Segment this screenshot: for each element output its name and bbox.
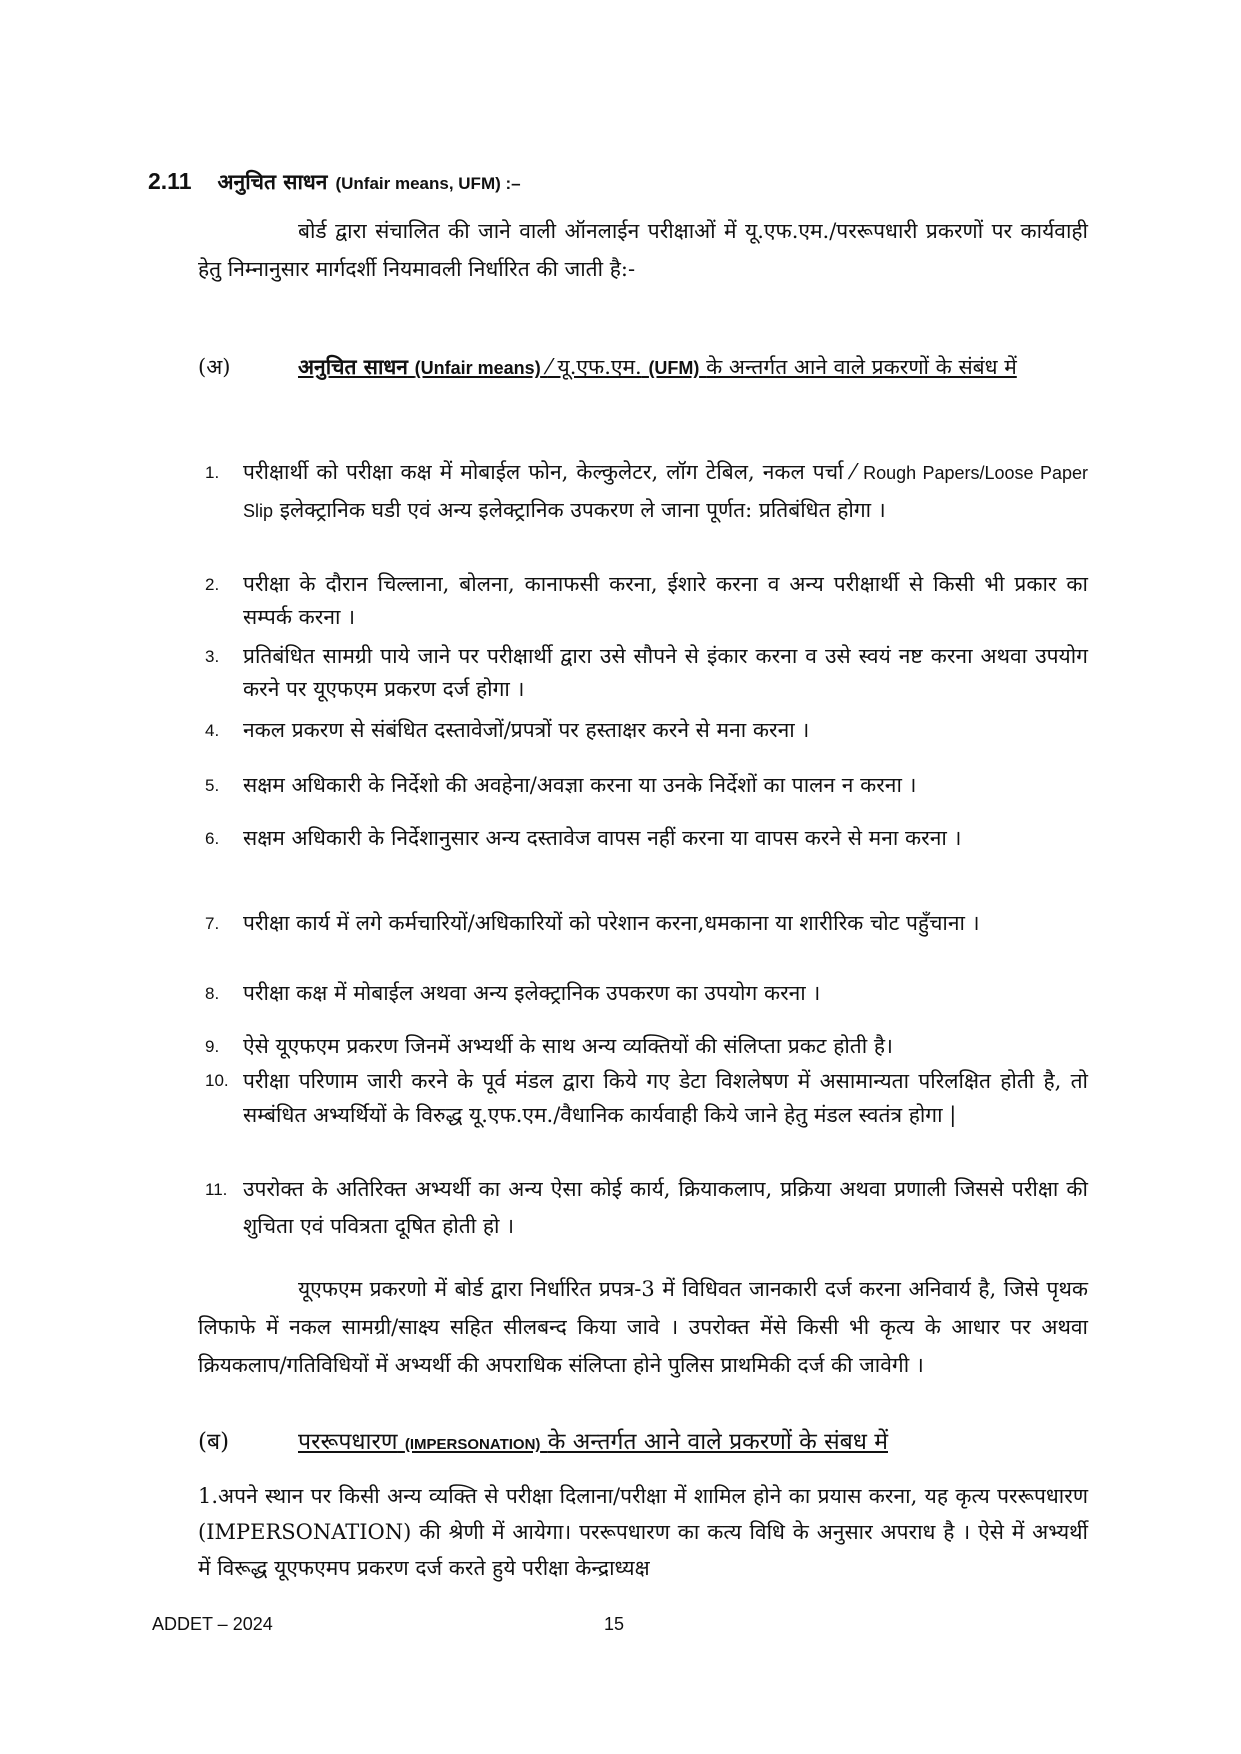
list-item: 2. परीक्षा के दौरान चिल्लाना, बोलना, कानाफसी करना, ईशारे करना व अन्य परीक्षार्थी से किसी भी प्रकार का सम्पर्क करना । [205,572,1088,629]
subheading-b-english: (IMPERSONATION) [404,1436,541,1453]
list-item: 8. परीक्षा कक्ष में मोबाईल अथवा अन्य इलेक्ट्रानिक उपकरण का उपयोग करना । [205,981,821,1005]
footer-document-code: ADDET – 2024 [152,1614,273,1634]
subheading-a-title: अनुचित साधन [298,354,408,379]
list-item: 4. नकल प्रकरण से संबंधित दस्तावेजों/प्रपत्रों पर हस्ताक्षर करने से मना करना । [205,718,810,742]
ufm-text: यूएफएम प्रकरणो में बोर्ड द्वारा निर्धारित प्रपत्र-3 में विधिवत जानकारी दर्ज करना अनिवार्य है, जिसे पृथक लिफाफे में नकल सामग्री/साक्ष्य सहित सीलबन्द किया जावे । उपरोक्त मेंसे किसी भी कृत्य के आधार पर अथवा क्रियकलाप/गतिविधियों में अभ्यर्थी की अपराधिक संलिप्ता होने पुलिस प्राथमिकी दर्ज की जावेगी । [198,1277,1088,1377]
subheading-b-title: पररूपधारण [298,1429,398,1455]
subheading-a [198,350,1088,385]
section-title-english: (Unfair means, UFM) :– [335,174,521,193]
subheading-b-marker: (ब) [198,1429,230,1455]
list-item: 6. सक्षम अधिकारी के निर्देशानुसार अन्य दस्तावेज वापस नहीं करना या वापस करने से मना करना । [205,826,962,850]
subheading-a-marker: (अ) [198,355,231,379]
intro-paragraph [198,212,1088,288]
impersonation-paragraph [198,1478,1088,1586]
list-item: 10. परीक्षा परिणाम जारी करने के पूर्व मंडल द्वारा किये गए डेटा विशलेषण में असामान्यता परिलक्षित होती है, तो सम्बंधित अभ्यर्थियों के विरुद्ध यू.एफ.एम./वैधानिक कार्यवाही किये जाने हेतु मंडल स्वतंत्र होगा | [205,1069,1088,1127]
section-heading [148,168,1088,196]
subheading-b [198,1425,1088,1462]
subheading-b-rest: के अन्तर्गत आने वाले प्रकरणों के संबध में [547,1429,888,1455]
list-item: 11. उपरोक्त के अतिरिक्त अभ्यर्थी का अन्य ऐसा कोई कार्य, क्रियाकलाप, प्रक्रिया अथवा प्रणाली जिससे परीक्षा की शुचिता एवं पवित्रता दूषित होती हो । [205,1177,1088,1238]
intro-text: बोर्ड द्वारा संचालित की जाने वाली ऑनलाईन परीक्षाओं में यू.एफ.एम./पररूपधारी प्रकरणों पर कार्यवाही हेतु निम्नानुसार मार्गदर्शी नियमावली निर्धारित की जाती है:- [198,219,1088,281]
subheading-a-english: (Unfair means) [414,358,541,378]
list-item: 7. परीक्षा कार्य में लगे कर्मचारियों/अधिकारियों को परेशान करना,धमकाना या शारीरिक चोट पहुँचाना । [205,911,980,935]
section-title-hindi: अनुचित साधन [217,169,328,194]
list-item: 5. सक्षम अधिकारी के निर्देशो की अवहेना/अवज्ञा करना या उनके निर्देशों का पालन न करना । [205,773,917,797]
list-item: 9. ऐसे यूएफएम प्रकरण जिनमें अभ्यर्थी के साथ अन्य व्यक्तियों की संलिप्ता प्रकट होती है। [205,1034,893,1058]
subheading-a-rest: के अन्तर्गत आने वाले प्रकरणों के संबंध में [706,355,1017,379]
list-item: 1. परीक्षार्थी को परीक्षा कक्ष में मोबाईल फोन, केल्कुलेटर, लॉग टेबिल, नकल पर्चा ⁄ Rough Papers/Loose Paper Slip इलेक्ट्रानिक घडी एवं अन्य इलेक्ट्रानिक उपकरण ले जाना पूर्णत: प्रतिबंधित होगा । [205,460,1088,522]
ufm-paragraph [198,1270,1088,1384]
subheading-a-ufm-hindi: ⁄ यू.एफ.एम. [547,355,642,379]
list-item: 3. प्रतिबंधित सामग्री पाये जाने पर परीक्षार्थी द्वारा उसे सौपने से इंकार करना व उसे स्वयं नष्ट करना अथवा उपयोग करने पर यूएफएम प्रकरण दर्ज होगा । [205,644,1088,701]
subheading-a-ufm: (UFM) [648,358,700,378]
impersonation-text: 1.अपने स्थान पर किसी अन्य व्यक्ति से परीक्षा दिलाना/परीक्षा में शामिल होने का प्रयास करना, यह कृत्य पररूपधारण (IMPERSONATION) की श्रेणी में आयेगा। पररूपधारण का कत्य विधि के अनुसार अपराध है । ऐसे में अभ्यर्थी में विरूद्ध यूएफएमप प्रकरण दर्ज करते हुये परीक्षा केन्द्राध्यक्ष [198,1484,1088,1580]
page-number: 15 [604,1614,625,1634]
section-number: 2.11 [148,168,192,194]
